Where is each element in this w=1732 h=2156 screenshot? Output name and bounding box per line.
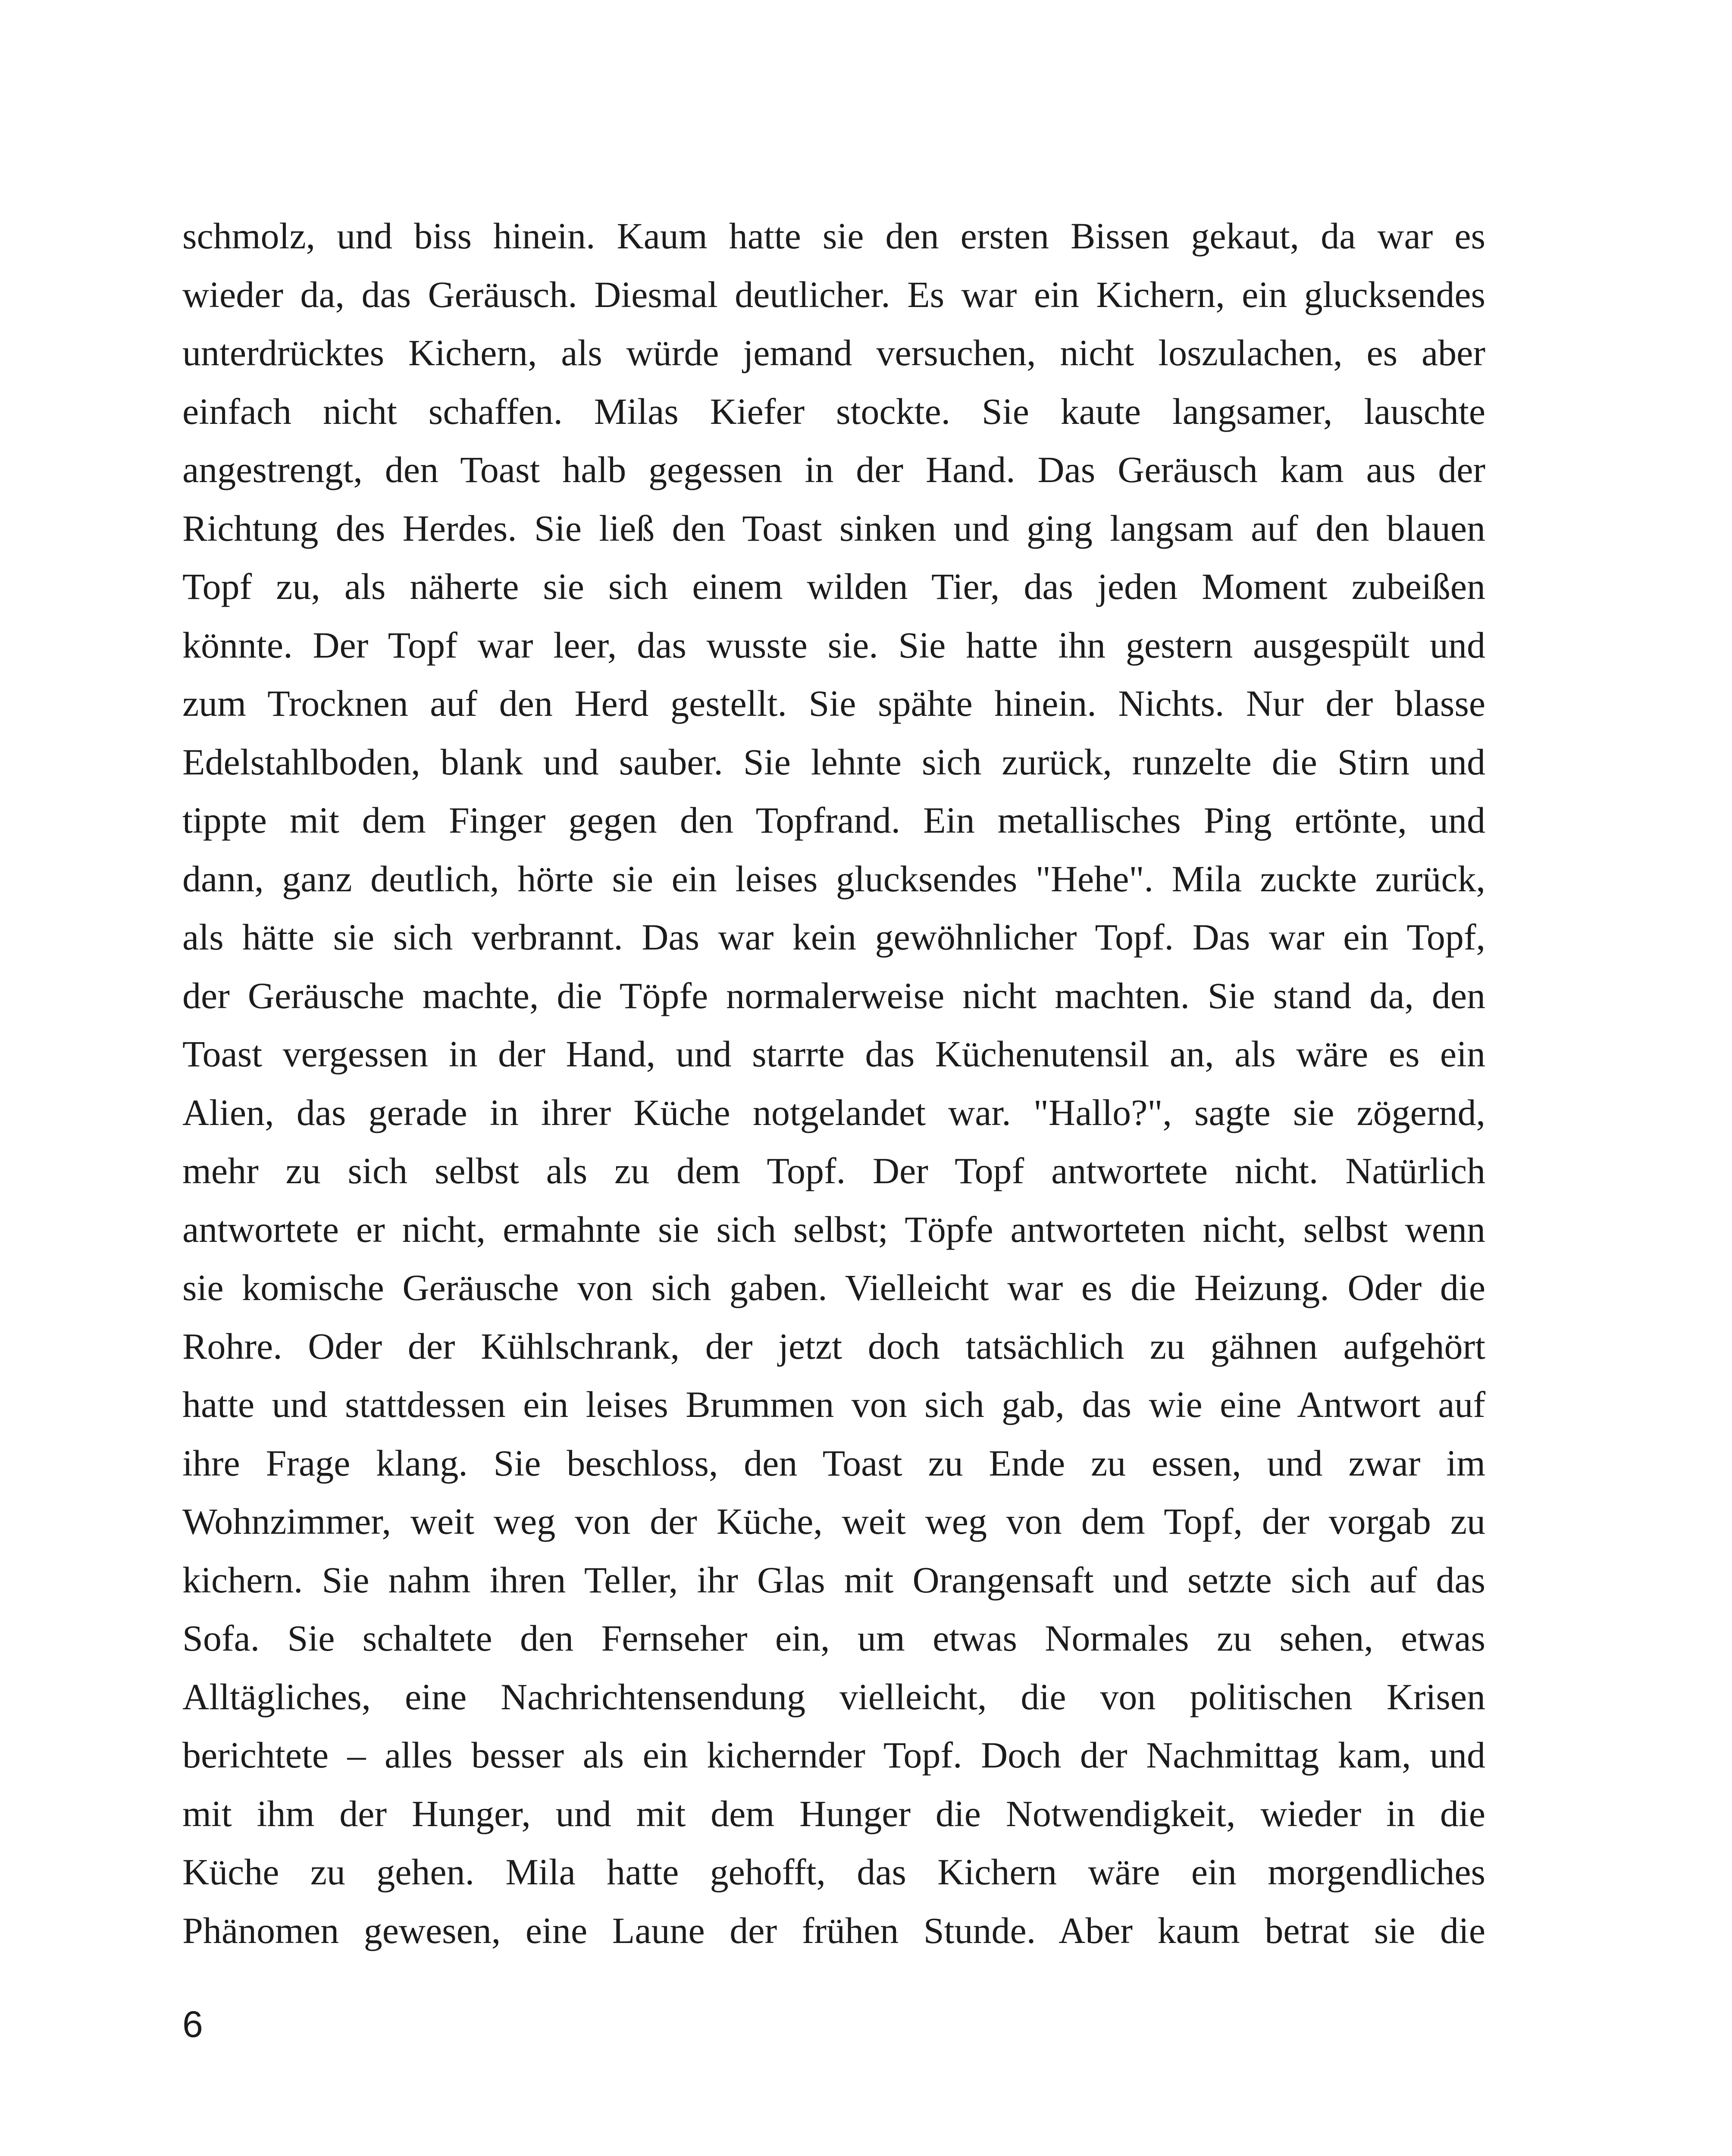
text-line: kichern. Sie nahm ihren Teller, ihr Glas mit Orangensaft und setzte sich auf das xyxy=(182,1559,1485,1601)
text-line: Alltägliches, eine Nachrichtensendung vielleicht, die von politischen Krisen xyxy=(182,1676,1485,1717)
text-line: wieder da, das Geräusch. Diesmal deutlicher. Es war ein Kichern, ein glucksendes xyxy=(182,273,1485,315)
text-line: Toast vergessen in der Hand, und starrte das Küchenutensil an, als wäre es ein xyxy=(182,1033,1485,1075)
page-number: 6 xyxy=(182,2004,203,2045)
text-line: mit ihm der Hunger, und mit dem Hunger die Notwendigkeit, wieder in die xyxy=(182,1792,1485,1834)
text-line: könnte. Der Topf war leer, das wusste sie. Sie hatte ihn gestern ausgespült und xyxy=(182,624,1485,666)
text-line: unterdrücktes Kichern, als würde jemand versuchen, nicht loszulachen, es aber xyxy=(182,332,1485,373)
text-line: Küche zu gehen. Mila hatte gehofft, das Kichern wäre ein morgendliches xyxy=(182,1851,1485,1893)
text-line: schmolz, und biss hinein. Kaum hatte sie den ersten Bissen gekaut, da war es xyxy=(182,215,1485,257)
text-line: berichtete – alles besser als ein kichernder Topf. Doch der Nachmittag kam, und xyxy=(182,1734,1485,1776)
text-line: Edelstahlboden, blank und sauber. Sie lehnte sich zurück, runzelte die Stirn und xyxy=(182,741,1485,783)
text-line: angestrengt, den Toast halb gegessen in der Hand. Das Geräusch kam aus der xyxy=(182,449,1485,490)
text-line: Rohre. Oder der Kühlschrank, der jetzt doch tatsächlich zu gähnen aufgehört xyxy=(182,1325,1485,1367)
text-line: Topf zu, als näherte sie sich einem wilden Tier, das jeden Moment zubeißen xyxy=(182,566,1485,607)
text-line: sie komische Geräusche von sich gaben. Vielleicht war es die Heizung. Oder die xyxy=(182,1267,1485,1308)
text-line: als hätte sie sich verbrannt. Das war kein gewöhnlicher Topf. Das war ein Topf, xyxy=(182,916,1485,958)
text-line: Alien, das gerade in ihrer Küche notgelandet war. "Hallo?", sagte sie zögernd, xyxy=(182,1091,1485,1133)
text-line: Sofa. Sie schaltete den Fernseher ein, um etwas Normales zu sehen, etwas xyxy=(182,1617,1485,1659)
text-line: zum Trocknen auf den Herd gestellt. Sie spähte hinein. Nichts. Nur der blasse xyxy=(182,683,1485,724)
text-line: tippte mit dem Finger gegen den Topfrand. Ein metallisches Ping ertönte, und xyxy=(182,799,1485,841)
body-text xyxy=(182,207,1485,1960)
text-line: dann, ganz deutlich, hörte sie ein leises glucksendes "Hehe". Mila zuckte zurück, xyxy=(182,858,1485,899)
text-line: Richtung des Herdes. Sie ließ den Toast sinken und ging langsam auf den blauen xyxy=(182,507,1485,549)
text-line: einfach nicht schaffen. Milas Kiefer stockte. Sie kaute langsamer, lauschte xyxy=(182,390,1485,432)
text-line: hatte und stattdessen ein leises Brummen von sich gab, das wie eine Antwort auf xyxy=(182,1384,1485,1425)
text-line: Phänomen gewesen, eine Laune der frühen Stunde. Aber kaum betrat sie die xyxy=(182,1909,1485,1951)
text-line: antwortete er nicht, ermahnte sie sich selbst; Töpfe antworteten nicht, selbst wenn xyxy=(182,1208,1485,1250)
text-line: mehr zu sich selbst als zu dem Topf. Der Topf antwortete nicht. Natürlich xyxy=(182,1150,1485,1191)
text-line: Wohnzimmer, weit weg von der Küche, weit weg von dem Topf, der vorgab zu xyxy=(182,1501,1485,1542)
text-line: ihre Frage klang. Sie beschloss, den Toast zu Ende zu essen, und zwar im xyxy=(182,1442,1485,1484)
text-line: der Geräusche machte, die Töpfe normalerweise nicht machten. Sie stand da, den xyxy=(182,975,1485,1016)
